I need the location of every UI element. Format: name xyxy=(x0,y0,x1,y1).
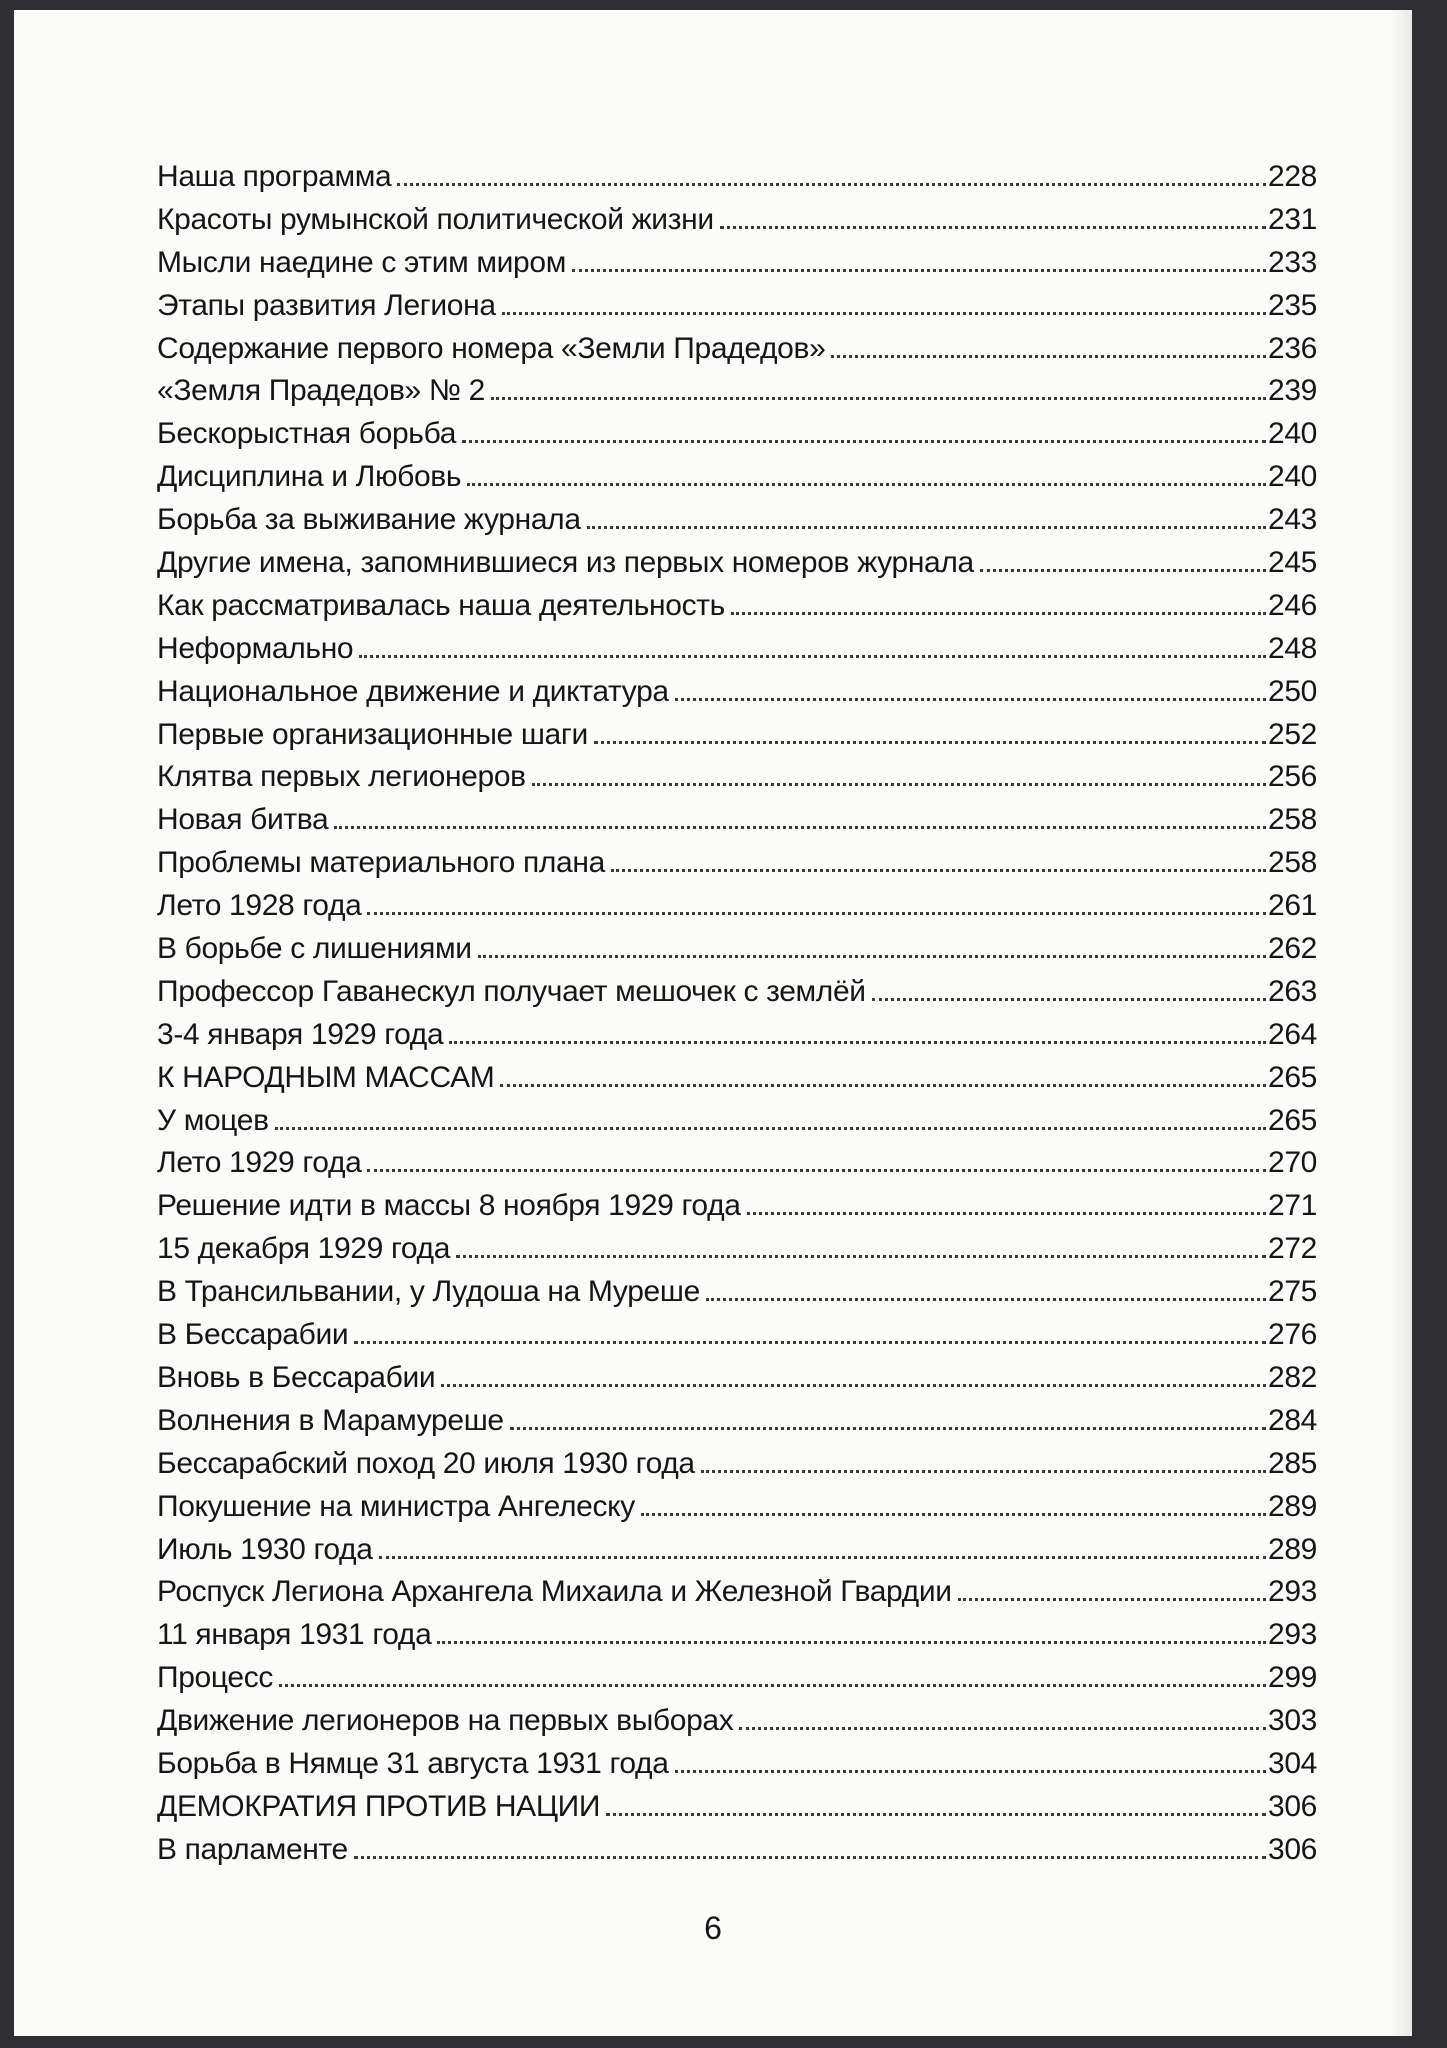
toc-entry-title: К НАРОДНЫМ МАССАМ xyxy=(157,1060,495,1094)
toc-entry xyxy=(157,585,1317,628)
toc-dot-leader xyxy=(367,1169,1266,1172)
toc-entry-page: 233 xyxy=(1267,245,1317,279)
toc-entry-page: 245 xyxy=(1267,546,1317,580)
toc-entry-page: 261 xyxy=(1267,889,1317,923)
toc-entry-title: «Земля Прадедов» № 2 xyxy=(157,374,486,408)
toc-entry xyxy=(157,328,1317,371)
page-number: 6 xyxy=(704,1910,722,1946)
toc-entry xyxy=(157,885,1317,928)
toc-entry xyxy=(157,628,1317,671)
toc-dot-leader xyxy=(675,1770,1266,1773)
toc-entry-title: Как рассматривалась наша деятельность xyxy=(157,588,725,622)
toc-entry-page: 306 xyxy=(1267,1789,1317,1823)
toc-entry-page: 293 xyxy=(1267,1618,1317,1652)
toc-entry-title: Неформально xyxy=(157,631,354,665)
toc-entry-title: Проблемы материального плана xyxy=(157,846,605,880)
toc-entry xyxy=(157,242,1317,285)
toc-entry-page: 306 xyxy=(1267,1832,1317,1866)
toc-dot-leader xyxy=(456,1255,1266,1258)
toc-entry-page: 284 xyxy=(1267,1403,1317,1437)
toc-entry-title: Другие имена, запомнившиеся из первых номеров журнала xyxy=(157,546,974,580)
toc-entry-page: 256 xyxy=(1267,760,1317,794)
toc-dot-leader xyxy=(606,1813,1266,1816)
toc-entry xyxy=(157,542,1317,585)
toc-entry xyxy=(157,413,1317,456)
toc-entry xyxy=(157,1529,1317,1572)
toc-entry xyxy=(157,1700,1317,1743)
toc-entry-page: 250 xyxy=(1267,674,1317,708)
toc-entry-title: Волнения в Марамуреше xyxy=(157,1403,504,1437)
toc-dot-leader xyxy=(502,312,1266,315)
toc-entry-page: 246 xyxy=(1267,588,1317,622)
toc-dot-leader xyxy=(641,1513,1266,1516)
toc-entry xyxy=(157,928,1317,971)
toc-entry-page: 264 xyxy=(1267,1017,1317,1051)
toc-entry-page: 272 xyxy=(1267,1232,1317,1266)
toc-dot-leader xyxy=(831,355,1266,358)
toc-entry-title: В парламенте xyxy=(157,1832,348,1866)
toc-dot-leader xyxy=(397,183,1266,186)
toc-dot-leader xyxy=(675,698,1266,701)
toc-entry-title: В Бессарабии xyxy=(157,1318,349,1352)
toc-entry-title: Борьба за выживание журнала xyxy=(157,503,581,537)
toc-dot-leader xyxy=(478,955,1266,958)
toc-dot-leader xyxy=(334,826,1266,829)
toc-entry xyxy=(157,1443,1317,1486)
toc-entry-title: Национальное движение и диктатура xyxy=(157,674,669,708)
toc-entry-page: 293 xyxy=(1267,1575,1317,1609)
toc-entry-title: Первые организационные шаги xyxy=(157,717,588,751)
toc-entry-page: 303 xyxy=(1267,1704,1317,1738)
toc-entry xyxy=(157,1228,1317,1271)
toc-entry-title: Решение идти в массы 8 ноября 1929 года xyxy=(157,1189,741,1223)
toc-dot-leader xyxy=(587,526,1266,529)
toc-dot-leader xyxy=(467,483,1266,486)
toc-entry-title: В борьбе с лишениями xyxy=(157,932,472,966)
toc-entry-page: 263 xyxy=(1267,974,1317,1008)
toc-entry xyxy=(157,1271,1317,1314)
toc-entry-page: 252 xyxy=(1267,717,1317,751)
toc-entry xyxy=(157,370,1317,413)
toc-entry xyxy=(157,756,1317,799)
toc-dot-leader xyxy=(500,1084,1266,1087)
toc-entry-page: 270 xyxy=(1267,1146,1317,1180)
toc-entry-title: Вновь в Бессарабии xyxy=(157,1360,436,1394)
toc-entry-page: 258 xyxy=(1267,846,1317,880)
toc-entry-title: Наша программа xyxy=(157,160,392,193)
toc-entry xyxy=(157,671,1317,714)
toc-entry-page: 304 xyxy=(1267,1746,1317,1780)
toc-entry xyxy=(157,1614,1317,1657)
toc-entry-page: 235 xyxy=(1267,288,1317,322)
toc-entry-title: Лето 1929 года xyxy=(157,1146,362,1180)
toc-dot-leader xyxy=(872,998,1266,1001)
toc-entry xyxy=(157,1314,1317,1357)
toc-entry xyxy=(157,285,1317,328)
toc-entry-title: Бескорыстная борьба xyxy=(157,417,457,451)
toc-dot-leader xyxy=(367,912,1266,915)
toc-entry-page: 265 xyxy=(1267,1060,1317,1094)
toc-entry xyxy=(157,1829,1317,1872)
toc-entry-title: 15 декабря 1929 года xyxy=(157,1232,451,1266)
toc-dot-leader xyxy=(462,440,1266,443)
toc-dot-leader xyxy=(731,612,1266,615)
toc-dot-leader xyxy=(706,1298,1266,1301)
toc-entry-page: 282 xyxy=(1267,1360,1317,1394)
toc-dot-leader xyxy=(532,783,1266,786)
toc-entry-title: Дисциплина и Любовь xyxy=(157,460,462,494)
toc-entry-page: 285 xyxy=(1267,1446,1317,1480)
toc-entry xyxy=(157,799,1317,842)
toc-entry xyxy=(157,1657,1317,1700)
toc-entry-title: Красоты румынской политической жизни xyxy=(157,202,714,236)
toc-dot-leader xyxy=(437,1641,1266,1644)
toc-entry-page: 289 xyxy=(1267,1532,1317,1566)
toc-entry-title: ДЕМОКРАТИЯ ПРОТИВ НАЦИИ xyxy=(157,1789,601,1823)
toc-entry xyxy=(157,1357,1317,1400)
toc-entry-page: 299 xyxy=(1267,1661,1317,1695)
toc-entry-page: 262 xyxy=(1267,932,1317,966)
toc-entry-title: Борьба в Нямце 31 августа 1931 года xyxy=(157,1746,669,1780)
toc-entry-title: Клятва первых легионеров xyxy=(157,760,526,794)
toc-entry-page: 271 xyxy=(1267,1189,1317,1223)
toc-entry-title: В Трансильвании, у Лудоша на Муреше xyxy=(157,1275,700,1309)
toc-dot-leader xyxy=(510,1427,1266,1430)
toc-entry xyxy=(157,1400,1317,1443)
toc-entry-page: 265 xyxy=(1267,1103,1317,1137)
toc-entry-title: 11 января 1931 года xyxy=(157,1618,432,1652)
toc-entry-title: Движение легионеров на первых выборах xyxy=(157,1704,734,1738)
toc-dot-leader xyxy=(359,655,1266,658)
toc-dot-leader xyxy=(279,1684,1266,1687)
toc-entry-title: Профессор Гаванескул получает мешочек с землёй xyxy=(157,974,866,1008)
toc-entry xyxy=(157,456,1317,499)
toc-entry xyxy=(157,1057,1317,1100)
toc-entry-page: 276 xyxy=(1267,1318,1317,1352)
toc-entry xyxy=(157,1743,1317,1786)
toc-entry xyxy=(157,156,1317,199)
toc-entry-title: Содержание первого номера «Земли Прадедов» xyxy=(157,331,826,365)
toc-dot-leader xyxy=(739,1727,1266,1730)
toc-entry xyxy=(157,842,1317,885)
toc-entry-title: Мысли наедине с этим миром xyxy=(157,245,566,279)
toc-entry-title: Июль 1930 года xyxy=(157,1532,373,1566)
toc-entry-page: 243 xyxy=(1267,503,1317,537)
toc-entry-title: Бессарабский поход 20 июля 1930 года xyxy=(157,1446,695,1480)
toc-entry xyxy=(157,1486,1317,1529)
toc-entry-page: 236 xyxy=(1267,331,1317,365)
toc-dot-leader xyxy=(980,569,1266,572)
toc-entry-title: Лето 1928 года xyxy=(157,889,362,923)
toc-entry xyxy=(157,971,1317,1014)
toc-dot-leader xyxy=(379,1556,1266,1559)
toc-dot-leader xyxy=(720,226,1266,229)
toc-entry xyxy=(157,1571,1317,1614)
toc-entry-page: 231 xyxy=(1267,202,1317,236)
toc-dot-leader xyxy=(611,869,1266,872)
toc-entry-page: 240 xyxy=(1267,460,1317,494)
toc-entry xyxy=(157,1142,1317,1185)
toc-entry-title: Процесс xyxy=(157,1661,274,1695)
toc-entry-page: 289 xyxy=(1267,1489,1317,1523)
toc-entry-title: У моцев xyxy=(157,1103,269,1137)
toc-dot-leader xyxy=(354,1341,1266,1344)
toc-entry xyxy=(157,1185,1317,1228)
toc-entry-title: Новая битва xyxy=(157,803,329,837)
table-of-contents xyxy=(157,156,1317,1872)
toc-dot-leader xyxy=(441,1384,1266,1387)
toc-dot-leader xyxy=(275,1127,1266,1130)
toc-dot-leader xyxy=(449,1041,1266,1044)
book-page xyxy=(14,10,1412,2036)
toc-dot-leader xyxy=(958,1598,1266,1601)
toc-dot-leader xyxy=(572,269,1266,272)
toc-entry-page: 258 xyxy=(1267,803,1317,837)
toc-entry-page: 239 xyxy=(1267,374,1317,408)
toc-dot-leader xyxy=(747,1212,1266,1215)
toc-entry xyxy=(157,199,1317,242)
toc-entry-page: 248 xyxy=(1267,631,1317,665)
toc-entry-title: Этапы развития Легиона xyxy=(157,288,496,322)
toc-entry xyxy=(157,1100,1317,1143)
toc-entry-title: Покушение на министра Ангелеску xyxy=(157,1489,635,1523)
toc-entry-title: 3-4 января 1929 года xyxy=(157,1017,444,1051)
toc-dot-leader xyxy=(594,741,1266,744)
toc-entry xyxy=(157,714,1317,757)
toc-entry-title: Роспуск Легиона Архангела Михаила и Железной Гвардии xyxy=(157,1575,952,1609)
toc-entry-page: 275 xyxy=(1267,1275,1317,1309)
toc-dot-leader xyxy=(491,397,1266,400)
toc-entry xyxy=(157,1786,1317,1829)
toc-entry xyxy=(157,1014,1317,1057)
toc-entry xyxy=(157,499,1317,542)
toc-entry-page: 228 xyxy=(1267,160,1317,193)
toc-entry-page: 240 xyxy=(1267,417,1317,451)
toc-dot-leader xyxy=(354,1856,1266,1859)
toc-dot-leader xyxy=(701,1470,1266,1473)
